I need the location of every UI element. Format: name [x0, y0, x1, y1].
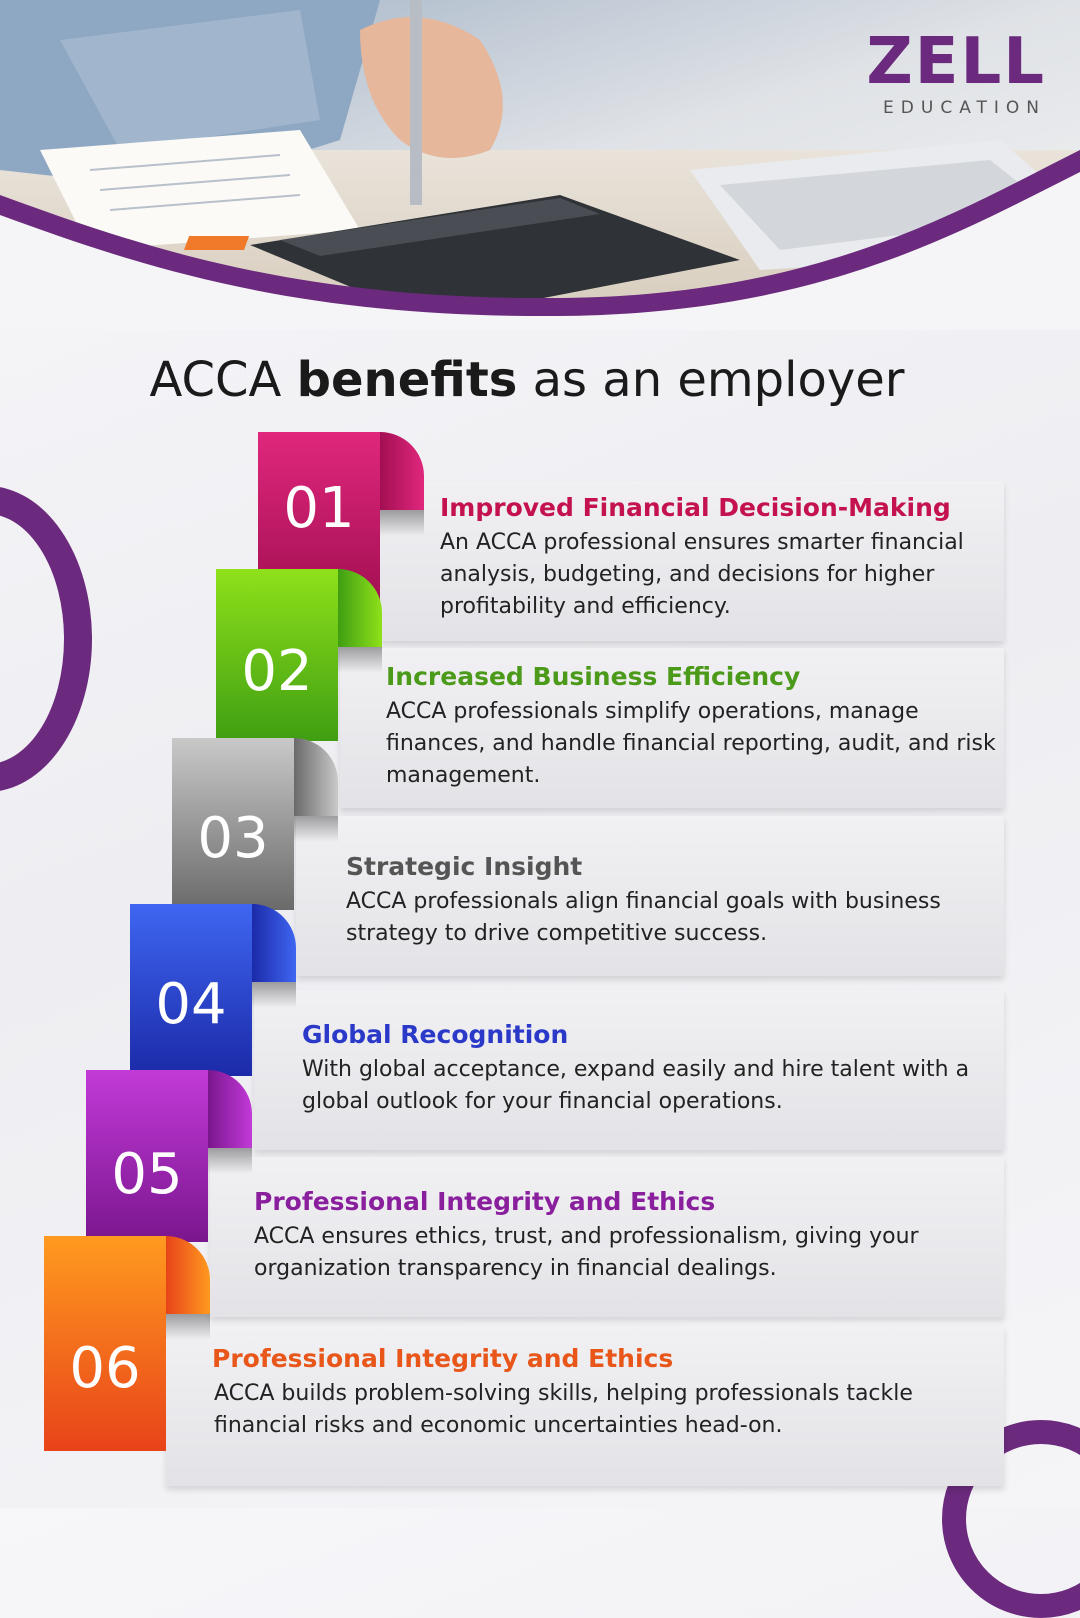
step-number: 06 — [69, 1336, 141, 1401]
benefit-card-1 — [380, 481, 1004, 641]
benefit-card-6 — [166, 1326, 1004, 1486]
title-bold: benefits — [296, 352, 518, 408]
benefit-description: ACCA professionals simplify operations, manage finances, and handle financial reporting, audit, and risk management. — [386, 699, 996, 788]
hero-image — [0, 0, 1080, 330]
step-badge-3 — [172, 738, 338, 910]
step-curl — [294, 738, 338, 816]
benefit-card-3 — [296, 816, 1004, 976]
step-badge-2 — [216, 569, 382, 741]
step-badge-4 — [130, 904, 296, 1076]
step-number: 05 — [111, 1142, 183, 1207]
benefit-description: ACCA builds problem-solving skills, helping professionals tackle financial risks and economic uncertainties head-on. — [214, 1381, 913, 1438]
step-curl-shadow — [294, 816, 338, 842]
title-part2: as an employer — [517, 352, 905, 408]
benefit-title: Increased Business Efficiency — [386, 662, 801, 691]
benefit-title: Professional Integrity and Ethics — [212, 1344, 674, 1373]
benefit-card-4 — [254, 990, 1004, 1150]
step-curl-shadow — [380, 510, 424, 536]
step-number: 03 — [197, 806, 269, 871]
step-number: 01 — [283, 476, 355, 541]
benefit-card-2 — [340, 648, 1004, 808]
zell-logo — [866, 25, 1046, 118]
step-curl-shadow — [166, 1314, 210, 1340]
step-curl — [208, 1070, 252, 1148]
step-curl — [338, 569, 382, 647]
step-badge-6 — [44, 1236, 210, 1451]
step-curl — [380, 432, 424, 510]
decorative-left-arc — [0, 486, 92, 792]
logo-subtitle: EDUCATION — [883, 98, 1046, 118]
step-number: 04 — [155, 972, 227, 1037]
benefit-description: With global acceptance, expand easily and hire talent with a global outlook for your financial operations. — [302, 1057, 970, 1114]
title-part1: ACCA — [149, 352, 297, 408]
benefit-title: Professional Integrity and Ethics — [254, 1187, 716, 1216]
benefit-description: An ACCA professional ensures smarter financial analysis, budgeting, and decisions for higher profitability and efficiency. — [440, 530, 964, 619]
benefit-title: Global Recognition — [302, 1020, 569, 1049]
step-number: 02 — [241, 639, 313, 704]
step-curl — [252, 904, 296, 982]
benefit-title: Strategic Insight — [346, 852, 583, 881]
step-badge-5 — [86, 1070, 252, 1242]
benefit-description: ACCA ensures ethics, trust, and professionalism, giving your organization transparency in financial dealings. — [254, 1224, 919, 1281]
benefit-title: Improved Financial Decision-Making — [440, 493, 951, 522]
benefit-description: ACCA professionals align financial goals with business strategy to drive competitive success. — [346, 889, 941, 946]
page-title — [0, 352, 1054, 408]
benefit-card-5 — [210, 1157, 1004, 1317]
logo-brand-name: ZELL — [866, 25, 1046, 99]
step-curl-shadow — [338, 647, 382, 673]
step-curl-shadow — [208, 1148, 252, 1174]
step-curl-shadow — [252, 982, 296, 1008]
step-curl — [166, 1236, 210, 1314]
